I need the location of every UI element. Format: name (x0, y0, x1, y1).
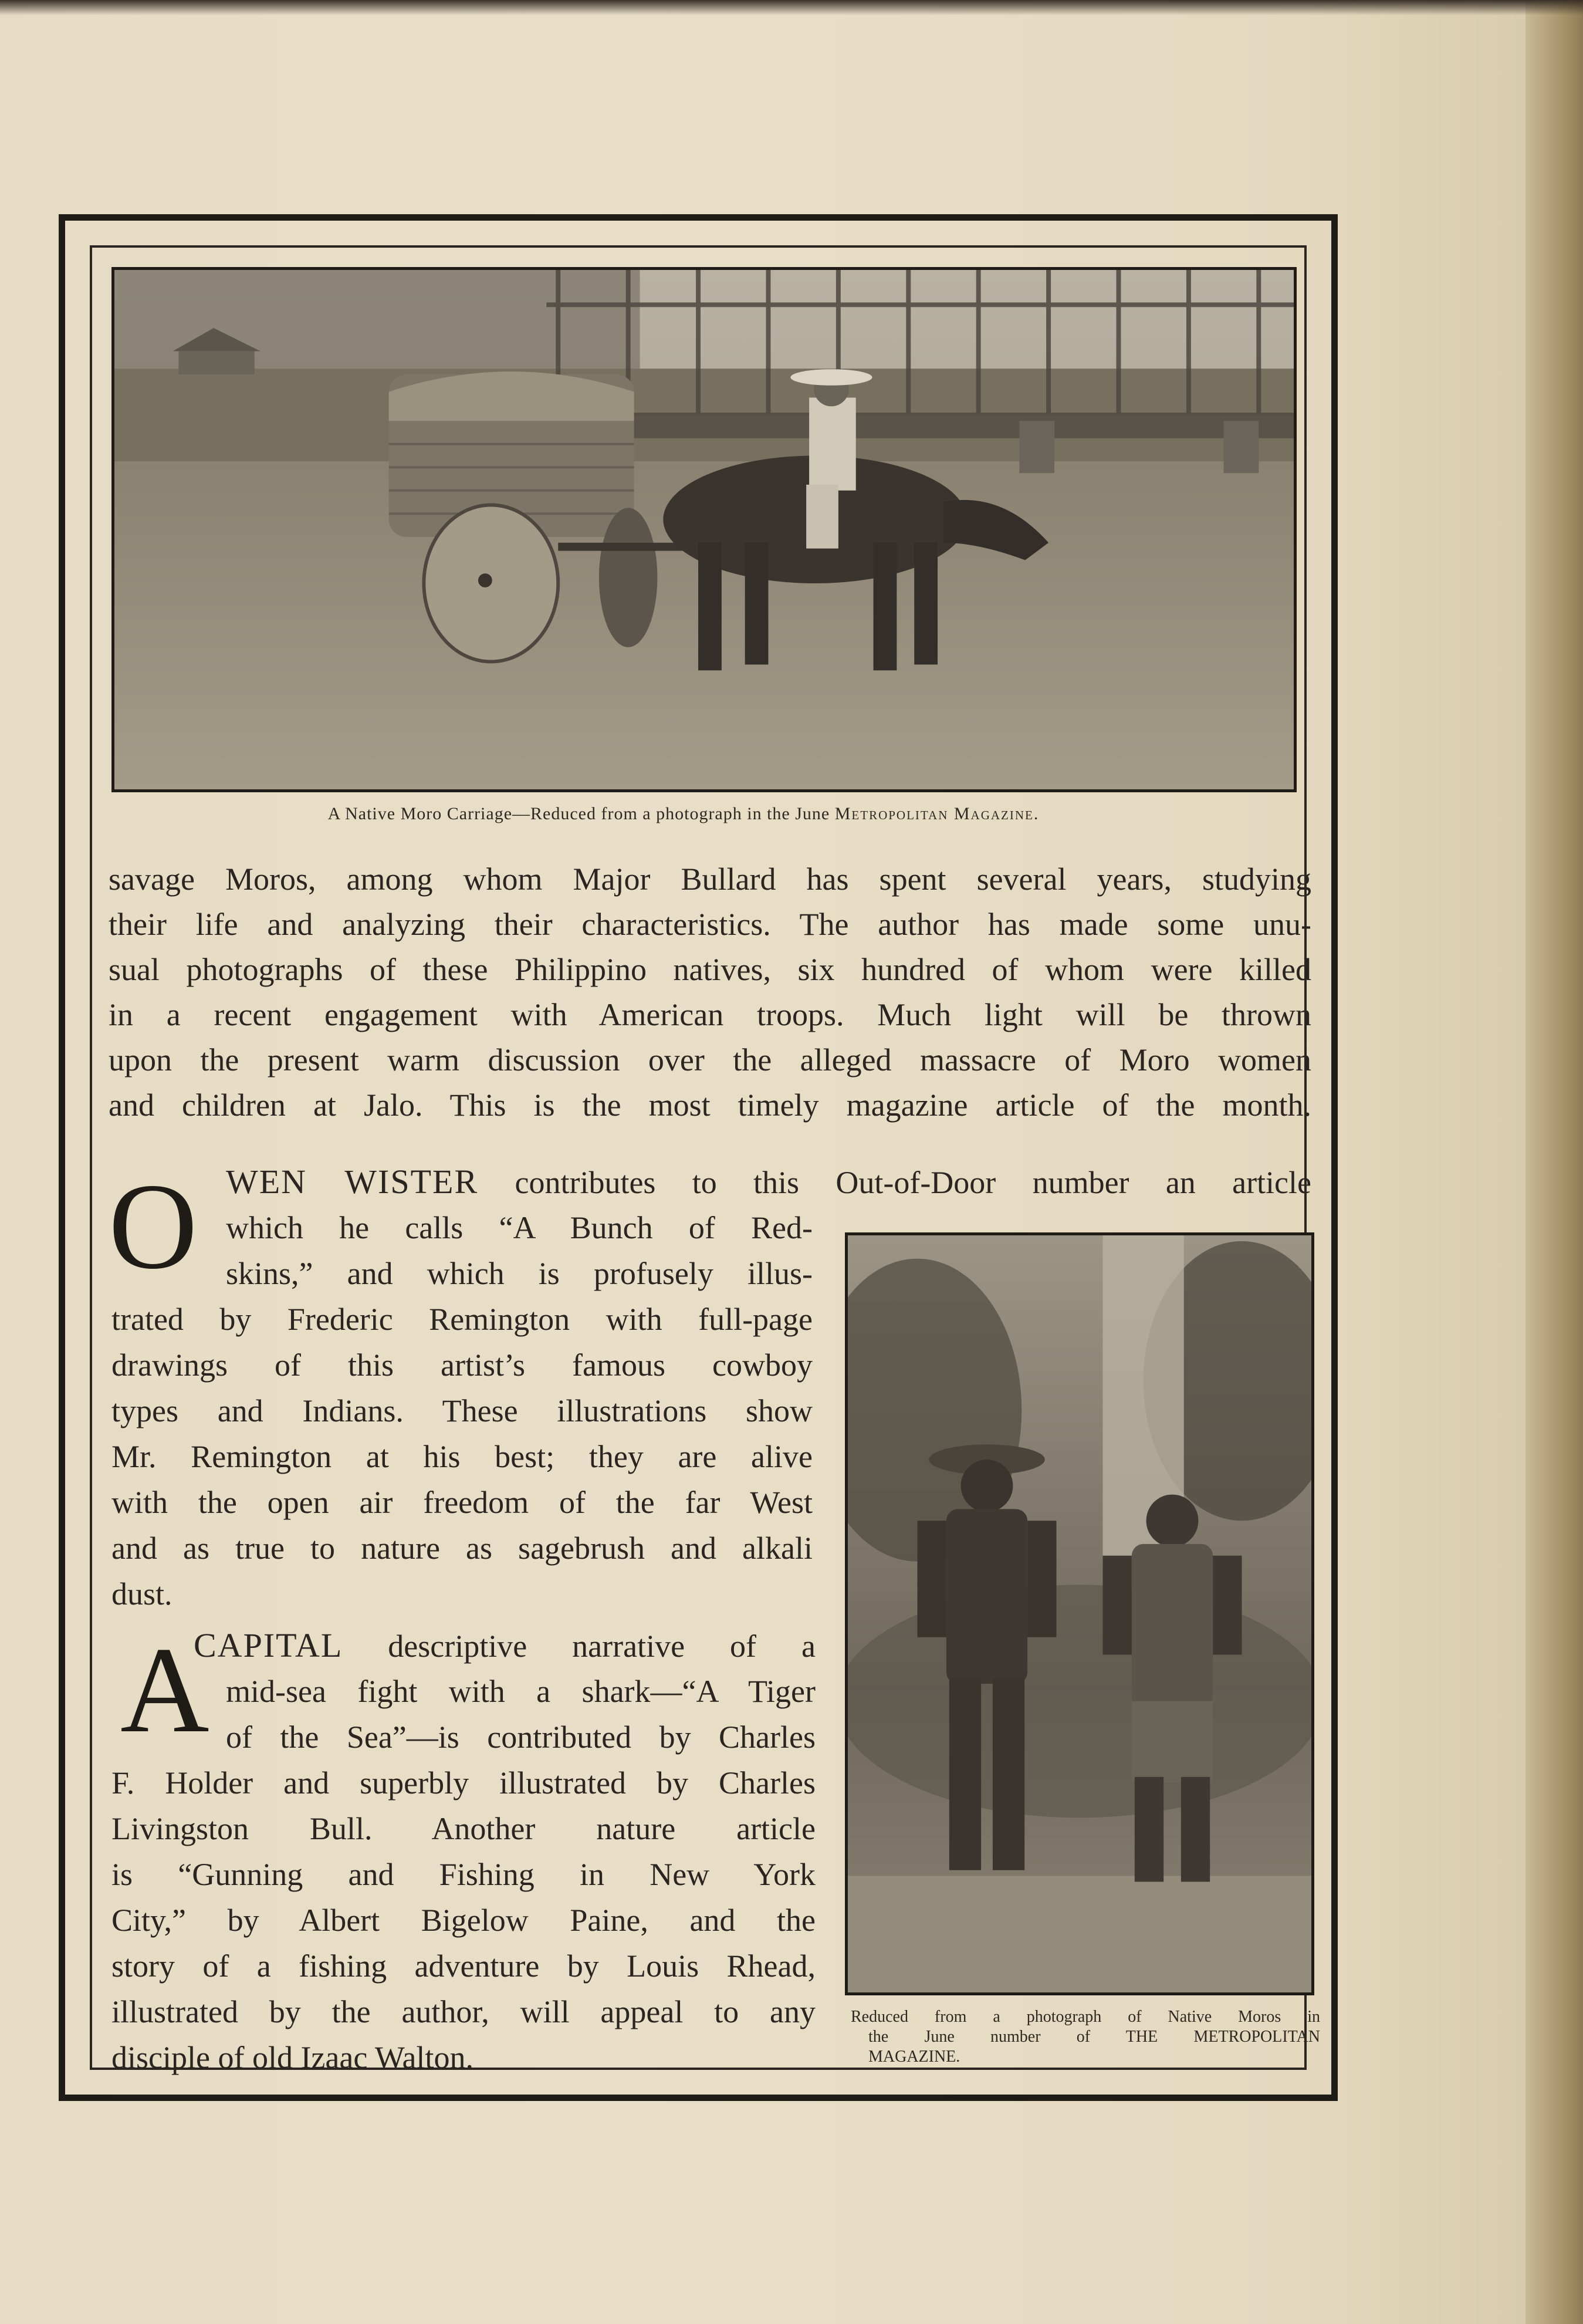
paragraph-line: story of a fishing adventure by Louis Rhead, (111, 1948, 816, 1984)
native-moros-photo-icon (848, 1235, 1311, 1992)
paragraph-line: drawings of this artist’s famous cowboy (111, 1347, 813, 1383)
page-edge (1526, 0, 1583, 2324)
paragraph-line: upon the present warm discussion over the alleged massacre of Moro women (109, 1042, 1311, 1077)
paragraph-line: in a recent engagement with American troops. Much light will be thrown (109, 997, 1311, 1032)
paragraph-capital (226, 1668, 816, 1760)
paragraph-line: skins,” and which is profusely illus- (226, 1256, 813, 1291)
native-moros-photo (845, 1232, 1314, 1995)
top-photo-caption-text: A Native Moro Carriage—Reduced from a photograph in the June (327, 804, 835, 823)
paragraph-wister-first-line-text (226, 1159, 1311, 1205)
paragraph-wister-first-line (226, 1159, 1311, 1205)
paragraph-line: savage Moros, among whom Major Bullard has spent several years, studying (109, 862, 1311, 897)
paragraph-line: of the Sea”—is contributed by Charles (226, 1720, 816, 1755)
top-photo-caption (111, 804, 1256, 824)
paragraph-line: which he calls “A Bunch of Red- (226, 1210, 813, 1245)
paragraph-moros (109, 857, 1311, 1128)
paragraph-line: disciple of old Izaac Walton. (111, 2040, 473, 2075)
paragraph-line: types and Indians. These illustrations show (111, 1393, 813, 1428)
drop-cap-a: A (120, 1622, 209, 1758)
paragraph-capital-first-line (194, 1623, 816, 1669)
paragraph-line: Mr. Remington at his best; they are alive (111, 1439, 813, 1474)
wister-first-line-rest: contributes to this Out-of-Door number an article (515, 1165, 1311, 1200)
paragraph-line: and children at Jalo. This is the most timely magazine article of the month. (109, 1087, 1311, 1123)
paragraph-wister-cont (226, 1251, 813, 1296)
drop-cap-o: O (109, 1158, 198, 1295)
right-photo-caption-line: MAGAZINE. (868, 2048, 960, 2066)
paragraph-line: sual photographs of these Philippino natives, six hundred of whom were killed (109, 952, 1311, 987)
right-photo-caption (851, 2007, 1320, 2067)
right-photo-caption-line: Reduced from a photograph of Native Moros in (851, 2008, 1320, 2026)
paragraph-capital-body (111, 1760, 816, 2080)
moro-carriage-photo-icon (114, 270, 1294, 789)
top-photo-caption-magazine: Metropolitan Magazine. (834, 804, 1040, 823)
paragraph-line: is “Gunning and Fishing in New York (111, 1857, 816, 1892)
paragraph-line: dust. (111, 1576, 172, 1612)
capital-lead: CAPITAL (194, 1626, 343, 1664)
capital-first-line-rest: descriptive narrative of a (388, 1629, 816, 1664)
paragraph-line: and as true to nature as sagebrush and alkali (111, 1531, 813, 1566)
paragraph-line: F. Holder and superbly illustrated by Charles (111, 1765, 816, 1801)
paragraph-line: City,” by Albert Bigelow Paine, and the (111, 1903, 816, 1938)
paragraph-line: mid-sea fight with a shark—“A Tiger (226, 1674, 816, 1709)
wister-lead: WEN WISTER (226, 1163, 479, 1201)
paragraph-line: with the open air freedom of the far West (111, 1485, 813, 1520)
moro-carriage-photo (111, 267, 1297, 792)
paragraph-line: their life and analyzing their characteristics. The author has made some unu- (109, 907, 1311, 942)
paragraph-capital-first-line-text (194, 1623, 816, 1669)
paragraph-wister-body (111, 1296, 813, 1617)
right-photo-caption-line: the June number of THE METROPOLITAN (868, 2028, 1320, 2046)
top-shadow (0, 0, 1583, 15)
paragraph-line: illustrated by the author, will appeal to any (111, 1994, 816, 2029)
paragraph-line: Livingston Bull. Another nature article (111, 1811, 816, 1846)
paragraph-line: trated by Frederic Remington with full-page (111, 1302, 813, 1337)
paragraph-wister (226, 1205, 813, 1251)
